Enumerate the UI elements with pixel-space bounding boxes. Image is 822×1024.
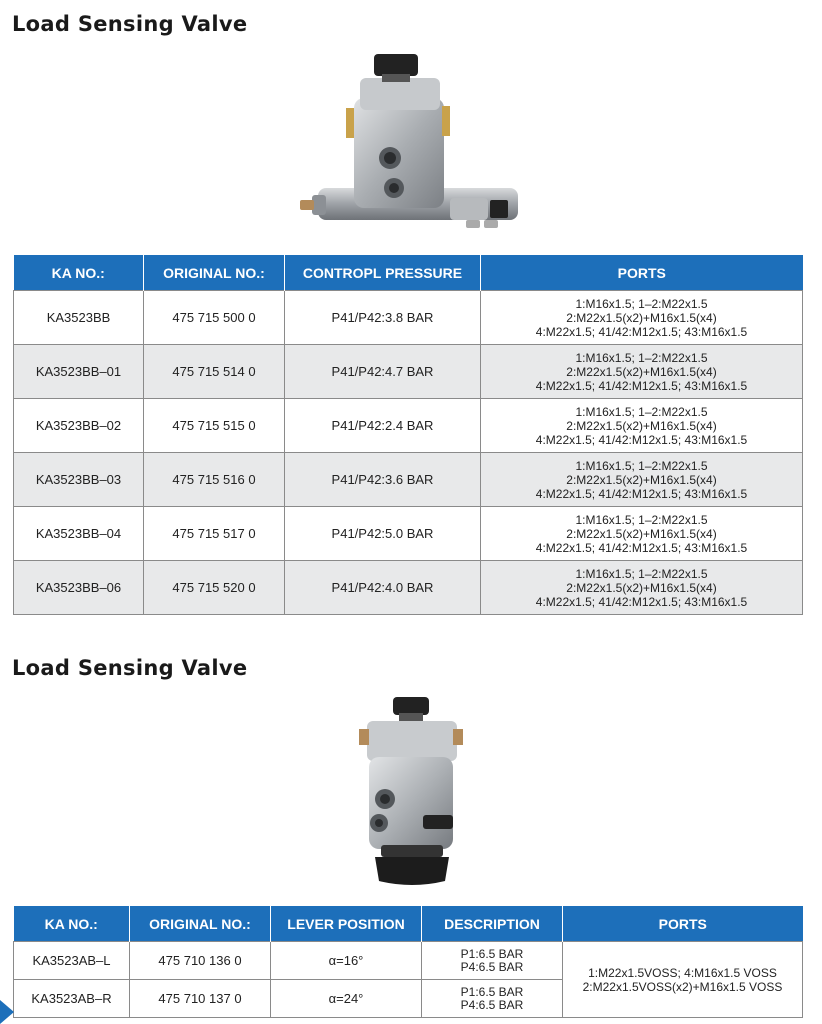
product-spec-table xyxy=(13,255,803,615)
ports xyxy=(563,942,803,1018)
lever-position: α=24° xyxy=(271,980,422,1018)
original-number: 475 715 516 0 xyxy=(144,453,285,507)
table-row xyxy=(14,453,803,507)
ka-number: KA3523AB–L xyxy=(14,942,130,980)
control-pressure: P41/P42:2.4 BAR xyxy=(285,399,481,453)
table-row xyxy=(14,345,803,399)
ports-line: 1:M16x1.5; 1–2:M22x1.5 xyxy=(575,566,708,581)
description-line: P4:6.5 BAR xyxy=(460,997,524,1012)
control-pressure: P41/P42:3.8 BAR xyxy=(285,291,481,345)
ka-number: KA3523BB xyxy=(14,291,144,345)
column-header: PORTS xyxy=(563,906,803,942)
ports-line: 4:M22x1.5; 41/42:M12x1.5; 43:M16x1.5 xyxy=(535,486,748,501)
ports xyxy=(481,561,803,615)
ports-line: 2:M22x1.5(x2)+M16x1.5(x4) xyxy=(566,364,717,379)
column-header: PORTS xyxy=(481,255,803,291)
ports-line: 4:M22x1.5; 41/42:M12x1.5; 43:M16x1.5 xyxy=(535,378,748,393)
ports-line: 4:M22x1.5; 41/42:M12x1.5; 43:M16x1.5 xyxy=(535,540,748,555)
lever-position: α=16° xyxy=(271,942,422,980)
ports-line: 2:M22x1.5(x2)+M16x1.5(x4) xyxy=(566,580,717,595)
ports-line: 2:M22x1.5VOSS(x2)+M16x1.5 VOSS xyxy=(582,979,783,994)
control-pressure: P41/P42:4.0 BAR xyxy=(285,561,481,615)
column-header: DESCRIPTION xyxy=(422,906,563,942)
ports-line: 1:M16x1.5; 1–2:M22x1.5 xyxy=(575,458,708,473)
load-sensing-valve-icon xyxy=(290,48,530,238)
original-number: 475 715 515 0 xyxy=(144,399,285,453)
original-number: 475 715 500 0 xyxy=(144,291,285,345)
ka-number: KA3523AB–R xyxy=(14,980,130,1018)
original-number: 475 710 137 0 xyxy=(130,980,271,1018)
ports-line: 1:M16x1.5; 1–2:M22x1.5 xyxy=(575,296,708,311)
description-line: P1:6.5 BAR xyxy=(460,984,524,999)
ports-line: 2:M22x1.5(x2)+M16x1.5(x4) xyxy=(566,310,717,325)
description xyxy=(422,980,563,1018)
original-number: 475 715 514 0 xyxy=(144,345,285,399)
table-header-row xyxy=(14,255,803,291)
column-header: KA NO.: xyxy=(14,255,144,291)
column-header: CONTROPL PRESSURE xyxy=(285,255,481,291)
ports-line: 4:M22x1.5; 41/42:M12x1.5; 43:M16x1.5 xyxy=(535,432,748,447)
ka-number: KA3523BB–02 xyxy=(14,399,144,453)
original-number: 475 715 520 0 xyxy=(144,561,285,615)
ports-line: 2:M22x1.5(x2)+M16x1.5(x4) xyxy=(566,472,717,487)
ports-line: 4:M22x1.5; 41/42:M12x1.5; 43:M16x1.5 xyxy=(535,594,748,609)
ka-number: KA3523BB–04 xyxy=(14,507,144,561)
corner-arrow-decoration xyxy=(0,1000,14,1024)
ports-line: 2:M22x1.5(x2)+M16x1.5(x4) xyxy=(566,418,717,433)
control-pressure: P41/P42:4.7 BAR xyxy=(285,345,481,399)
table-row xyxy=(14,507,803,561)
column-header: LEVER POSITION xyxy=(271,906,422,942)
table-row xyxy=(14,399,803,453)
table-row xyxy=(14,291,803,345)
ports xyxy=(481,453,803,507)
table-header-row xyxy=(14,906,803,942)
description xyxy=(422,942,563,980)
product-spec-table xyxy=(13,906,803,1018)
ports-line: 1:M16x1.5; 1–2:M22x1.5 xyxy=(575,350,708,365)
ports xyxy=(481,507,803,561)
column-header: KA NO.: xyxy=(14,906,130,942)
description-line: P4:6.5 BAR xyxy=(460,959,524,974)
ports xyxy=(481,399,803,453)
section-title: Load Sensing Valve xyxy=(12,12,248,36)
column-header: ORIGINAL NO.: xyxy=(130,906,271,942)
control-pressure: P41/P42:5.0 BAR xyxy=(285,507,481,561)
ka-number: KA3523BB–06 xyxy=(14,561,144,615)
ports xyxy=(481,345,803,399)
ports xyxy=(481,291,803,345)
table-row xyxy=(14,942,803,980)
table-row xyxy=(14,561,803,615)
ka-number: KA3523BB–03 xyxy=(14,453,144,507)
section-title: Load Sensing Valve xyxy=(12,656,248,680)
ports-line: 2:M22x1.5(x2)+M16x1.5(x4) xyxy=(566,526,717,541)
ports-line: 1:M16x1.5; 1–2:M22x1.5 xyxy=(575,512,708,527)
ports-line: 1:M16x1.5; 1–2:M22x1.5 xyxy=(575,404,708,419)
load-sensing-valve-icon xyxy=(345,695,470,890)
column-header: ORIGINAL NO.: xyxy=(144,255,285,291)
original-number: 475 710 136 0 xyxy=(130,942,271,980)
control-pressure: P41/P42:3.6 BAR xyxy=(285,453,481,507)
ports-line: 1:M22x1.5VOSS; 4:M16x1.5 VOSS xyxy=(588,965,777,980)
ports-line: 4:M22x1.5; 41/42:M12x1.5; 43:M16x1.5 xyxy=(535,324,748,339)
ka-number: KA3523BB–01 xyxy=(14,345,144,399)
description-line: P1:6.5 BAR xyxy=(460,946,524,961)
original-number: 475 715 517 0 xyxy=(144,507,285,561)
